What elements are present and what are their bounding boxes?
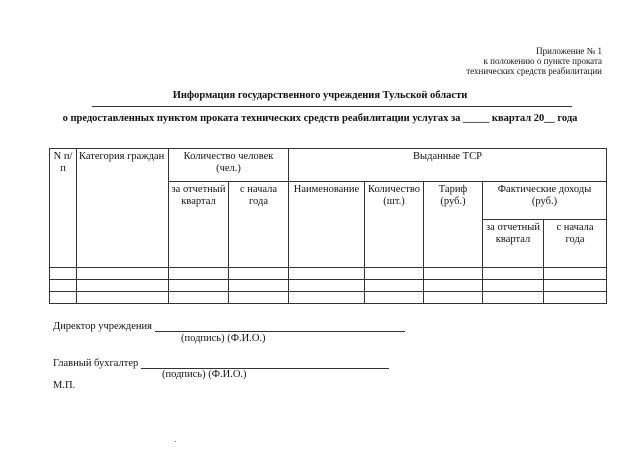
table-row bbox=[50, 280, 607, 292]
stamp-label: М.П. bbox=[53, 380, 76, 391]
appendix-line-2: к положению о пункте проката bbox=[483, 56, 602, 66]
accountant-signature bbox=[53, 357, 389, 369]
scan-speck bbox=[175, 441, 176, 442]
director-hint: (подпись) (Ф.И.О.) bbox=[181, 333, 266, 344]
header-issued: Выданные ТСР bbox=[289, 149, 607, 182]
table-row bbox=[50, 268, 607, 280]
header-name: Наименование bbox=[289, 182, 365, 268]
director-signature-line bbox=[155, 320, 405, 332]
title-underline bbox=[92, 106, 572, 107]
table-row bbox=[50, 292, 607, 304]
director-signature bbox=[53, 320, 405, 332]
header-people: Количество человек (чел.) bbox=[169, 149, 289, 182]
header-income-year: с начала года bbox=[544, 220, 607, 268]
header-income-period: за отчетный квартал bbox=[483, 220, 544, 268]
header-qty: Количество (шт.) bbox=[365, 182, 424, 268]
report-table bbox=[49, 148, 607, 304]
accountant-signature-line bbox=[141, 357, 389, 369]
header-people-year: с начала года bbox=[229, 182, 289, 268]
header-num: N п/п bbox=[50, 149, 77, 268]
appendix-note bbox=[362, 46, 602, 76]
document-subtitle: о предоставленных пунктом проката технических средств реабилитации услугах за _____ квартал 20__ года bbox=[62, 113, 578, 124]
director-label: Директор учреждения bbox=[53, 321, 152, 332]
appendix-line-1: Приложение № 1 bbox=[536, 46, 602, 56]
header-tariff: Тариф (руб.) bbox=[424, 182, 483, 268]
appendix-line-3: технических средств реабилитации bbox=[466, 66, 602, 76]
header-category: Категория граждан bbox=[77, 149, 169, 268]
header-income: Фактические доходы (руб.) bbox=[483, 182, 607, 220]
header-people-period: за отчетный квартал bbox=[169, 182, 229, 268]
document-title: Информация государственного учреждения Тульской области bbox=[172, 90, 468, 101]
accountant-hint: (подпись) (Ф.И.О.) bbox=[162, 369, 247, 380]
accountant-label: Главный бухгалтер bbox=[53, 358, 139, 369]
